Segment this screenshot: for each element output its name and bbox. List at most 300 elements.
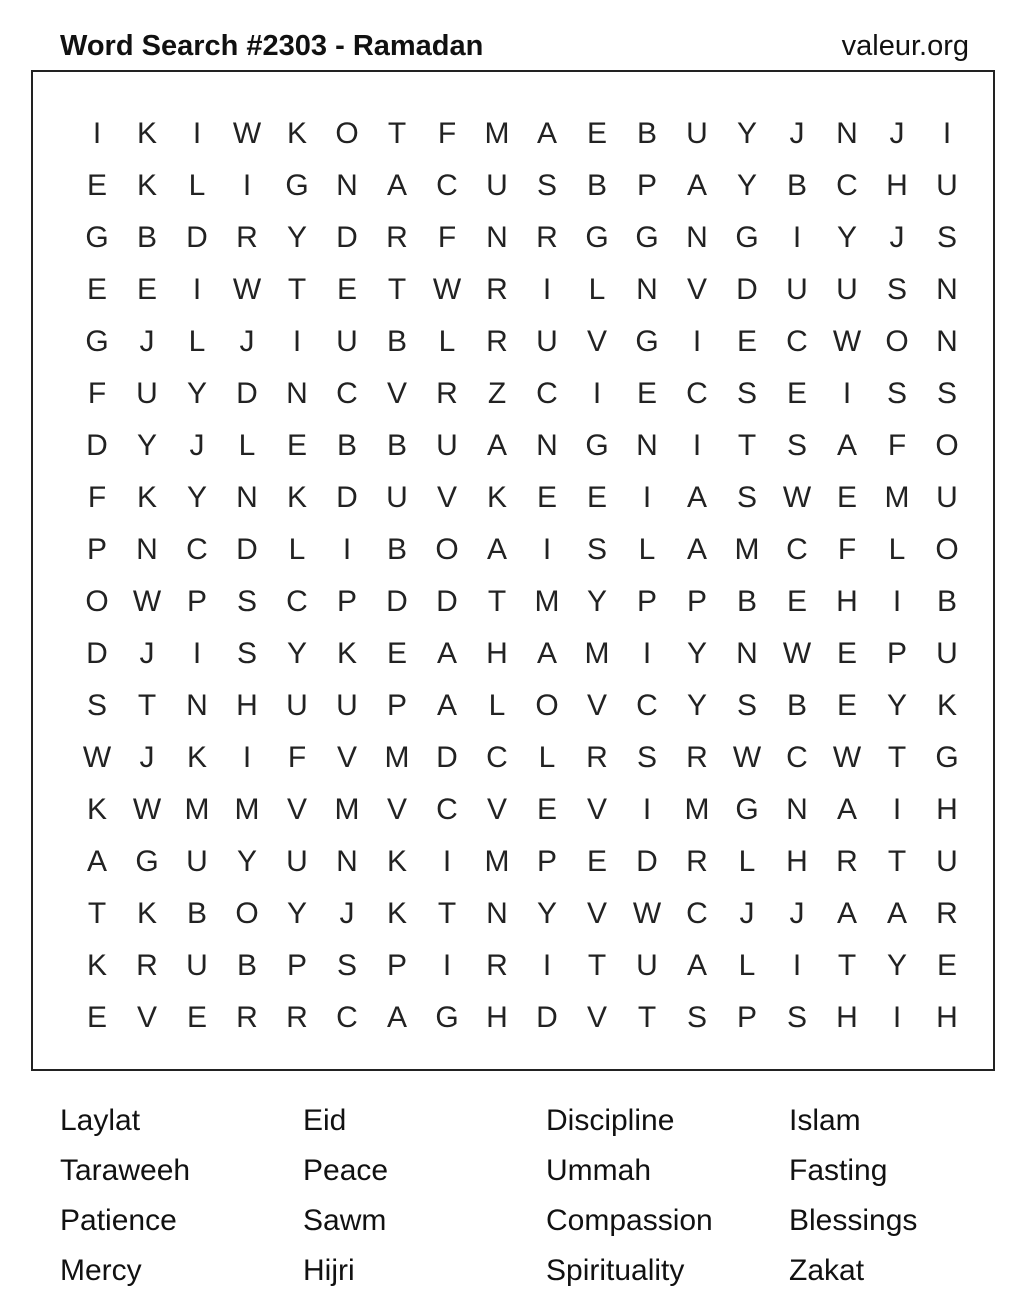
grid-cell: U — [186, 949, 208, 982]
grid-cell: H — [886, 169, 908, 202]
grid-cell: V — [386, 793, 407, 826]
grid-cell: O — [435, 533, 459, 566]
grid-cell: I — [442, 845, 452, 878]
grid-cell: S — [686, 1001, 707, 1034]
grid-cell: U — [186, 845, 208, 878]
grid-cell: R — [236, 1001, 258, 1034]
grid-cell: E — [86, 273, 107, 306]
grid-cell: U — [936, 637, 958, 670]
grid-cell: I — [192, 117, 202, 150]
grid-cell: M — [234, 793, 260, 826]
grid-cell: N — [686, 221, 708, 254]
grid-cell: K — [286, 481, 307, 514]
grid-cell: S — [236, 637, 257, 670]
grid-cell: R — [136, 949, 158, 982]
grid-cell: A — [486, 533, 507, 566]
grid-cell: I — [692, 325, 702, 358]
grid-cell: N — [936, 325, 958, 358]
grid-cell: U — [436, 429, 458, 462]
page-title: Word Search #2303 - Ramadan — [60, 30, 484, 62]
grid-cell: A — [536, 117, 557, 150]
word-list-item: Zakat — [789, 1254, 865, 1287]
grid-cell: U — [686, 117, 708, 150]
word-list-item: Peace — [303, 1154, 389, 1187]
grid-cell: J — [189, 429, 205, 462]
grid-cell: D — [186, 221, 208, 254]
grid-cell: Y — [836, 221, 857, 254]
grid-cell: I — [342, 533, 352, 566]
grid-cell: U — [836, 273, 858, 306]
grid-cell: Y — [286, 897, 307, 930]
word-list-item: Sawm — [303, 1204, 387, 1237]
grid-cell: E — [336, 273, 357, 306]
grid-cell: E — [836, 637, 857, 670]
grid-cell: A — [386, 169, 407, 202]
word-list-item: Mercy — [60, 1254, 142, 1287]
grid-cell: L — [438, 325, 456, 358]
grid-cell: Y — [286, 221, 307, 254]
grid-cell: A — [686, 533, 707, 566]
grid-cell: M — [684, 793, 710, 826]
grid-cell: R — [486, 949, 508, 982]
grid-cell: J — [139, 741, 155, 774]
grid-cell: K — [486, 481, 507, 514]
grid-cell: M — [334, 793, 360, 826]
grid-cell: A — [436, 637, 457, 670]
grid-cell: B — [386, 325, 407, 358]
grid-cell: I — [192, 273, 202, 306]
grid-cell: W — [782, 637, 812, 670]
grid-cell: T — [437, 897, 457, 930]
grid-cell: J — [339, 897, 355, 930]
grid-cell: L — [238, 429, 256, 462]
grid-cell: L — [588, 273, 606, 306]
grid-cell: B — [786, 169, 807, 202]
grid-cell: S — [536, 169, 557, 202]
grid-cell: I — [242, 169, 252, 202]
grid-cell: G — [135, 845, 159, 878]
word-list-item: Hijri — [303, 1254, 355, 1287]
grid-cell: V — [436, 481, 457, 514]
grid-cell: L — [738, 949, 756, 982]
grid-cell: E — [836, 689, 857, 722]
grid-cell: I — [692, 429, 702, 462]
grid-cell: V — [586, 1001, 607, 1034]
grid-cell: J — [789, 897, 805, 930]
grid-cell: U — [336, 325, 358, 358]
grid-cell: D — [536, 1001, 558, 1034]
grid-cell: R — [486, 325, 508, 358]
grid-cell: Y — [236, 845, 257, 878]
grid-cell: S — [886, 273, 907, 306]
grid-cell: S — [736, 377, 757, 410]
grid-cell: I — [542, 273, 552, 306]
grid-cell: W — [782, 481, 812, 514]
grid-cell: J — [139, 325, 155, 358]
grid-cell: K — [936, 689, 957, 722]
grid-cell: K — [286, 117, 307, 150]
grid-cell: F — [837, 533, 857, 566]
grid-cell: K — [336, 637, 357, 670]
grid-cell: E — [586, 845, 607, 878]
grid-cell: I — [892, 585, 902, 618]
grid-cell: R — [686, 741, 708, 774]
word-list-item: Ummah — [546, 1154, 652, 1187]
grid-cell: V — [586, 689, 607, 722]
grid-cell: A — [386, 1001, 407, 1034]
grid-cell: B — [936, 585, 957, 618]
grid-cell: E — [386, 637, 407, 670]
grid-cell: P — [536, 845, 557, 878]
grid-cell: I — [442, 949, 452, 982]
grid-cell: P — [736, 1001, 757, 1034]
grid-cell: T — [587, 949, 607, 982]
grid-cell: D — [436, 585, 458, 618]
grid-cell: U — [936, 169, 958, 202]
grid-cell: E — [536, 793, 557, 826]
grid-cell: W — [832, 325, 862, 358]
grid-cell: Y — [886, 949, 907, 982]
grid-cell: N — [486, 897, 508, 930]
grid-cell: U — [786, 273, 808, 306]
grid-cell: I — [842, 377, 852, 410]
grid-cell: S — [936, 221, 957, 254]
grid-cell: Y — [686, 689, 707, 722]
grid-cell: B — [786, 689, 807, 722]
grid-cell: S — [336, 949, 357, 982]
grid-cell: T — [387, 273, 407, 306]
grid-cell: A — [886, 897, 907, 930]
grid-cell: C — [436, 169, 458, 202]
grid-cell: N — [136, 533, 158, 566]
grid-cell: Y — [736, 169, 757, 202]
grid-cell: G — [285, 169, 309, 202]
grid-cell: Y — [186, 377, 207, 410]
grid-cell: N — [186, 689, 208, 722]
grid-cell: Z — [487, 377, 507, 410]
grid-cell: V — [336, 741, 357, 774]
grid-cell: L — [888, 533, 906, 566]
grid-cell: L — [738, 845, 756, 878]
grid-cell: N — [836, 117, 858, 150]
grid-cell: C — [836, 169, 858, 202]
grid-cell: L — [288, 533, 306, 566]
word-list-item: Spirituality — [546, 1254, 685, 1287]
grid-cell: I — [642, 793, 652, 826]
grid-cell: T — [137, 689, 157, 722]
grid-cell: O — [335, 117, 359, 150]
grid-cell: B — [636, 117, 657, 150]
grid-cell: T — [637, 1001, 657, 1034]
grid-cell: B — [386, 533, 407, 566]
word-list-item: Patience — [60, 1204, 177, 1237]
grid-cell: I — [792, 949, 802, 982]
grid-cell: W — [732, 741, 762, 774]
grid-cell: C — [486, 741, 508, 774]
grid-cell: R — [386, 221, 408, 254]
grid-cell: U — [286, 689, 308, 722]
grid-cell: P — [286, 949, 307, 982]
grid-cell: O — [935, 533, 959, 566]
grid-cell: C — [686, 897, 708, 930]
grid-cell: C — [436, 793, 458, 826]
grid-cell: E — [286, 429, 307, 462]
grid-cell: B — [136, 221, 157, 254]
grid-cell: T — [837, 949, 857, 982]
grid-cell: M — [484, 845, 510, 878]
grid-cell: E — [736, 325, 757, 358]
grid-cell: M — [184, 793, 210, 826]
grid-cell: N — [236, 481, 258, 514]
grid-cell: T — [887, 741, 907, 774]
grid-cell: H — [786, 845, 808, 878]
grid-cell: I — [242, 741, 252, 774]
grid-cell: S — [886, 377, 907, 410]
grid-cell: V — [386, 377, 407, 410]
grid-cell: P — [186, 585, 207, 618]
grid-cell: D — [436, 741, 458, 774]
grid-cell: M — [584, 637, 610, 670]
grid-cell: L — [188, 325, 206, 358]
grid-cell: I — [892, 1001, 902, 1034]
grid-cell: H — [936, 1001, 958, 1034]
grid-cell: I — [92, 117, 102, 150]
grid-cell: D — [336, 221, 358, 254]
word-list-item: Laylat — [60, 1104, 141, 1137]
grid-cell: K — [136, 169, 157, 202]
grid-cell: K — [86, 793, 107, 826]
grid-cell: P — [336, 585, 357, 618]
grid-cell: A — [486, 429, 507, 462]
grid-cell: S — [586, 533, 607, 566]
grid-cell: V — [586, 897, 607, 930]
grid-cell: D — [236, 377, 258, 410]
grid-cell: I — [642, 481, 652, 514]
word-list-item: Eid — [303, 1104, 347, 1137]
grid-cell: C — [636, 689, 658, 722]
grid-cell: G — [735, 221, 759, 254]
grid-cell: D — [736, 273, 758, 306]
grid-cell: E — [536, 481, 557, 514]
grid-cell: P — [636, 585, 657, 618]
grid-cell: I — [292, 325, 302, 358]
grid-cell: U — [336, 689, 358, 722]
grid-cell: M — [534, 585, 560, 618]
grid-cell: L — [188, 169, 206, 202]
grid-cell: C — [686, 377, 708, 410]
grid-cell: W — [82, 741, 112, 774]
grid-cell: C — [786, 325, 808, 358]
grid-cell: E — [836, 481, 857, 514]
grid-cell: K — [386, 845, 407, 878]
grid-cell: B — [336, 429, 357, 462]
puzzle-box — [31, 70, 995, 1071]
site-name: valeur.org — [841, 30, 969, 62]
grid-cell: Y — [886, 689, 907, 722]
grid-cell: H — [486, 1001, 508, 1034]
grid-cell: F — [87, 481, 107, 514]
grid-cell: I — [542, 533, 552, 566]
grid-cell: L — [538, 741, 556, 774]
grid-cell: C — [336, 1001, 358, 1034]
grid-cell: I — [792, 221, 802, 254]
grid-cell: W — [132, 793, 162, 826]
grid-cell: N — [736, 637, 758, 670]
grid-cell: N — [536, 429, 558, 462]
grid-cell: P — [886, 637, 907, 670]
grid-cell: Y — [186, 481, 207, 514]
grid-cell: G — [635, 325, 659, 358]
grid-cell: S — [786, 429, 807, 462]
grid-cell: C — [786, 741, 808, 774]
grid-cell: B — [386, 429, 407, 462]
grid-cell: J — [889, 221, 905, 254]
grid-cell: E — [786, 377, 807, 410]
grid-cell: N — [336, 845, 358, 878]
letter-grid — [72, 108, 972, 1044]
grid-cell: F — [437, 221, 457, 254]
grid-cell: K — [86, 949, 107, 982]
grid-cell: F — [287, 741, 307, 774]
grid-cell: A — [836, 793, 857, 826]
grid-cell: W — [832, 741, 862, 774]
grid-cell: U — [536, 325, 558, 358]
grid-cell: C — [786, 533, 808, 566]
grid-cell: P — [686, 585, 707, 618]
grid-cell: R — [686, 845, 708, 878]
grid-cell: J — [889, 117, 905, 150]
grid-cell: E — [586, 481, 607, 514]
grid-cell: A — [836, 429, 857, 462]
grid-cell: S — [736, 481, 757, 514]
grid-cell: N — [636, 273, 658, 306]
grid-cell: B — [186, 897, 207, 930]
grid-cell: K — [136, 481, 157, 514]
grid-cell: P — [386, 949, 407, 982]
grid-cell: O — [935, 429, 959, 462]
grid-cell: R — [286, 1001, 308, 1034]
grid-cell: E — [136, 273, 157, 306]
grid-cell: G — [635, 221, 659, 254]
grid-cell: U — [636, 949, 658, 982]
grid-cell: F — [437, 117, 457, 150]
grid-cell: C — [186, 533, 208, 566]
grid-cell: D — [336, 481, 358, 514]
grid-cell: M — [734, 533, 760, 566]
grid-cell: T — [287, 273, 307, 306]
grid-cell: W — [232, 273, 262, 306]
grid-cell: Y — [686, 637, 707, 670]
grid-cell: P — [86, 533, 107, 566]
grid-cell: K — [136, 897, 157, 930]
grid-cell: A — [686, 949, 707, 982]
grid-cell: R — [236, 221, 258, 254]
grid-cell: E — [86, 169, 107, 202]
grid-cell: O — [535, 689, 559, 722]
grid-cell: K — [386, 897, 407, 930]
grid-cell: R — [586, 741, 608, 774]
grid-cell: E — [586, 117, 607, 150]
grid-cell: V — [286, 793, 307, 826]
grid-cell: U — [936, 845, 958, 878]
grid-cell: R — [436, 377, 458, 410]
grid-cell: G — [585, 221, 609, 254]
grid-cell: D — [86, 637, 108, 670]
grid-cell: S — [736, 689, 757, 722]
grid-cell: A — [686, 481, 707, 514]
grid-cell: P — [636, 169, 657, 202]
grid-cell: S — [786, 1001, 807, 1034]
grid-cell: W — [232, 117, 262, 150]
grid-cell: G — [935, 741, 959, 774]
word-list-item: Taraweeh — [60, 1154, 191, 1187]
grid-cell: E — [936, 949, 957, 982]
grid-cell: P — [386, 689, 407, 722]
grid-cell: D — [636, 845, 658, 878]
grid-cell: G — [85, 325, 109, 358]
grid-cell: T — [87, 897, 107, 930]
grid-cell: U — [136, 377, 158, 410]
grid-cell: L — [638, 533, 656, 566]
grid-cell: Y — [136, 429, 157, 462]
grid-cell: N — [336, 169, 358, 202]
grid-cell: H — [236, 689, 258, 722]
grid-cell: K — [186, 741, 207, 774]
grid-cell: B — [236, 949, 257, 982]
grid-cell: W — [432, 273, 462, 306]
grid-cell: O — [885, 325, 909, 358]
grid-cell: V — [586, 325, 607, 358]
word-list-item: Islam — [789, 1104, 861, 1137]
grid-cell: T — [387, 117, 407, 150]
grid-cell: N — [936, 273, 958, 306]
grid-cell: R — [536, 221, 558, 254]
grid-cell: E — [186, 1001, 207, 1034]
grid-cell: W — [132, 585, 162, 618]
word-list-item: Blessings — [789, 1204, 918, 1237]
grid-cell: J — [239, 325, 255, 358]
grid-cell: U — [286, 845, 308, 878]
grid-cell: Y — [586, 585, 607, 618]
grid-cell: G — [435, 1001, 459, 1034]
grid-cell: V — [486, 793, 507, 826]
grid-cell: S — [636, 741, 657, 774]
grid-cell: H — [486, 637, 508, 670]
grid-cell: O — [85, 585, 109, 618]
grid-cell: S — [86, 689, 107, 722]
word-list — [60, 1096, 989, 1296]
grid-cell: E — [636, 377, 657, 410]
grid-cell: B — [586, 169, 607, 202]
grid-cell: S — [936, 377, 957, 410]
grid-cell: N — [636, 429, 658, 462]
grid-cell: A — [86, 845, 107, 878]
grid-cell: I — [542, 949, 552, 982]
grid-cell: M — [384, 741, 410, 774]
grid-cell: E — [786, 585, 807, 618]
grid-cell: L — [488, 689, 506, 722]
grid-cell: D — [386, 585, 408, 618]
grid-cell: K — [136, 117, 157, 150]
grid-cell: I — [192, 637, 202, 670]
grid-cell: B — [736, 585, 757, 618]
grid-cell: D — [86, 429, 108, 462]
grid-cell: V — [136, 1001, 157, 1034]
grid-cell: N — [786, 793, 808, 826]
grid-cell: C — [286, 585, 308, 618]
grid-cell: T — [487, 585, 507, 618]
grid-cell: I — [642, 637, 652, 670]
